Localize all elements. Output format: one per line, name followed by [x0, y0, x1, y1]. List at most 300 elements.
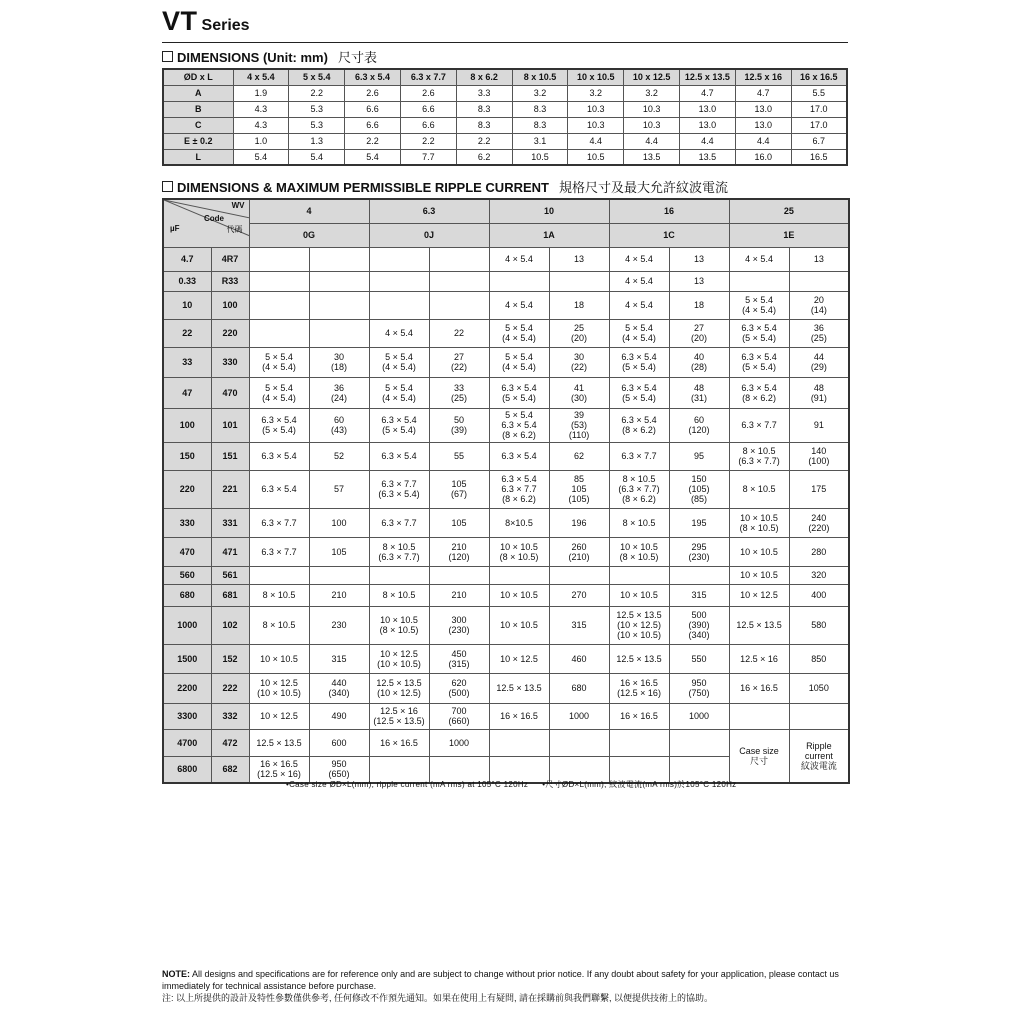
- ripple-current-cell: 50 (39): [429, 408, 489, 442]
- dim-size-header: 8 x 6.2: [456, 69, 512, 85]
- case-size-cell: 10 × 10.5: [729, 566, 789, 584]
- ripple-current-cell: 196: [549, 508, 609, 537]
- dim-value-cell: 4.7: [680, 85, 736, 101]
- case-size-cell: 5 × 5.4 (4 × 5.4): [249, 377, 309, 408]
- dim-row-label: E ± 0.2: [163, 133, 233, 149]
- ripple-current-cell: [429, 247, 489, 271]
- case-size-cell: 10 × 10.5: [729, 537, 789, 566]
- dim-value-cell: 10.3: [568, 117, 624, 133]
- code-cell: 152: [211, 644, 249, 673]
- dim-value-cell: 2.2: [289, 85, 345, 101]
- ripple-current-cell: 33 (25): [429, 377, 489, 408]
- table-row: [163, 85, 847, 101]
- capacitance-cell: 560: [163, 566, 211, 584]
- series-title: [162, 6, 250, 37]
- code-cell: 681: [211, 584, 249, 606]
- dim-size-header: 10 x 12.5: [624, 69, 680, 85]
- ripple-current-cell: [549, 271, 609, 291]
- case-size-cell: 8 × 10.5: [369, 584, 429, 606]
- ripple-table: [162, 198, 850, 784]
- dim-value-cell: 3.2: [568, 85, 624, 101]
- dim-size-header: 6.3 x 7.7: [400, 69, 456, 85]
- case-size-cell: [609, 729, 669, 756]
- ripple-current-cell: [549, 566, 609, 584]
- legend-ripple-current: Ripple current 紋波電流: [789, 729, 849, 783]
- ripple-current-cell: 13: [669, 271, 729, 291]
- dim-value-cell: 1.9: [233, 85, 289, 101]
- footnote-zh: •尺寸ØD×L(mm), 紋波電流(mA rms)於105°C 120Hz: [542, 780, 737, 789]
- ripple-current-cell: 18: [549, 291, 609, 319]
- ripple-current-cell: 950 (750): [669, 673, 729, 703]
- case-size-cell: 10 × 10.5 (8 × 10.5): [729, 508, 789, 537]
- dim-value-cell: 5.4: [289, 149, 345, 165]
- dim-value-cell: 5.5: [791, 85, 847, 101]
- table-row: [163, 606, 849, 644]
- case-size-cell: 4 × 5.4: [729, 247, 789, 271]
- capacitance-cell: 47: [163, 377, 211, 408]
- dim-value-cell: 3.3: [456, 85, 512, 101]
- wv-header: 4: [249, 199, 369, 223]
- dim-value-cell: 6.7: [791, 133, 847, 149]
- case-size-cell: 8 × 10.5: [249, 606, 309, 644]
- dim-value-cell: 1.0: [233, 133, 289, 149]
- case-size-cell: 6.3 × 5.4 6.3 × 7.7 (8 × 6.2): [489, 470, 549, 508]
- ripple-current-cell: [669, 566, 729, 584]
- dimensions-title: DIMENSIONS (Unit: mm): [177, 50, 328, 65]
- dim-value-cell: 16.0: [735, 149, 791, 165]
- dim-value-cell: 8.3: [512, 101, 568, 117]
- ripple-current-cell: 13: [549, 247, 609, 271]
- dim-value-cell: 2.2: [345, 133, 401, 149]
- ripple-current-cell: [309, 566, 369, 584]
- table-row: [163, 291, 849, 319]
- dimensions-heading: [162, 47, 377, 66]
- voltage-code-header: 1C: [609, 223, 729, 247]
- voltage-code-header: 1E: [729, 223, 849, 247]
- case-size-cell: 6.3 × 5.4 (5 × 5.4): [609, 347, 669, 377]
- ripple-title: DIMENSIONS & MAXIMUM PERMISSIBLE RIPPLE CURRENT: [177, 180, 549, 195]
- case-size-cell: [489, 566, 549, 584]
- capacitance-cell: 150: [163, 442, 211, 470]
- case-size-cell: [249, 566, 309, 584]
- case-size-cell: 5 × 5.4 (4 × 5.4): [489, 347, 549, 377]
- capacitance-cell: 330: [163, 508, 211, 537]
- case-size-cell: 16 × 16.5 (12.5 × 16): [249, 756, 309, 783]
- dim-value-cell: 3.1: [512, 133, 568, 149]
- dim-row-label: B: [163, 101, 233, 117]
- code-cell: 471: [211, 537, 249, 566]
- ripple-current-cell: 105: [429, 508, 489, 537]
- dim-value-cell: 4.7: [735, 85, 791, 101]
- case-size-cell: [489, 729, 549, 756]
- corner-uf-label: µF: [170, 224, 180, 233]
- case-size-cell: 5 × 5.4 (4 × 5.4): [609, 319, 669, 347]
- ripple-heading: [162, 177, 728, 196]
- ripple-current-cell: 850: [789, 644, 849, 673]
- capacitance-cell: 2200: [163, 673, 211, 703]
- dim-value-cell: 1.3: [289, 133, 345, 149]
- note-zh: 注: 以上所提供的設計及特性參數僅供參考, 任何修改不作預先通知。如果在使用上有疑問, 請在採購前與我們聯繫, 以便提供技術上的協助。: [162, 993, 714, 1003]
- dim-value-cell: 13.0: [680, 117, 736, 133]
- case-size-cell: 12.5 × 13.5: [729, 606, 789, 644]
- case-size-cell: 6.3 × 5.4 (5 × 5.4): [729, 347, 789, 377]
- case-size-cell: 6.3 × 7.7: [249, 537, 309, 566]
- dim-value-cell: 16.5: [791, 149, 847, 165]
- dim-value-cell: 5.3: [289, 117, 345, 133]
- ripple-current-cell: 1000: [429, 729, 489, 756]
- table-row: [163, 101, 847, 117]
- voltage-code-header: 0J: [369, 223, 489, 247]
- table-row: [163, 149, 847, 165]
- ripple-current-cell: 60 (43): [309, 408, 369, 442]
- code-cell: 4R7: [211, 247, 249, 271]
- dim-value-cell: 13.0: [680, 101, 736, 117]
- dim-value-cell: 2.6: [345, 85, 401, 101]
- case-size-cell: 8 × 10.5: [729, 470, 789, 508]
- checkbox-square-icon: [162, 181, 173, 192]
- case-size-cell: 10 × 10.5 (8 × 10.5): [609, 537, 669, 566]
- case-size-cell: 6.3 × 5.4 (5 × 5.4): [609, 377, 669, 408]
- ripple-current-cell: 300 (230): [429, 606, 489, 644]
- ripple-current-cell: 62: [549, 442, 609, 470]
- ripple-current-cell: 30 (18): [309, 347, 369, 377]
- case-size-cell: [249, 247, 309, 271]
- capacitance-cell: 3300: [163, 703, 211, 729]
- ripple-current-cell: 260 (210): [549, 537, 609, 566]
- dim-size-header: 12.5 x 16: [735, 69, 791, 85]
- dim-value-cell: 17.0: [791, 101, 847, 117]
- ripple-current-cell: 315: [549, 606, 609, 644]
- dim-value-cell: 3.2: [624, 85, 680, 101]
- case-size-cell: 10 × 12.5: [249, 703, 309, 729]
- case-size-cell: 6.3 × 5.4: [489, 442, 549, 470]
- ripple-current-cell: 27 (22): [429, 347, 489, 377]
- wv-header: 10: [489, 199, 609, 223]
- ripple-current-cell: [429, 291, 489, 319]
- ripple-current-cell: 195: [669, 508, 729, 537]
- case-size-cell: 6.3 × 5.4 (8 × 6.2): [729, 377, 789, 408]
- ripple-current-cell: 1000: [549, 703, 609, 729]
- dim-value-cell: 8.3: [512, 117, 568, 133]
- ripple-current-cell: 40 (28): [669, 347, 729, 377]
- series-name: VT: [162, 6, 198, 36]
- dimensions-title-zh: 尺寸表: [337, 50, 377, 65]
- ripple-current-cell: 210: [429, 584, 489, 606]
- table-row: [163, 508, 849, 537]
- ripple-current-cell: 460: [549, 644, 609, 673]
- footnote: [286, 779, 750, 790]
- dim-value-cell: 10.3: [624, 101, 680, 117]
- case-size-cell: 4 × 5.4: [489, 291, 549, 319]
- voltage-code-header: 1A: [489, 223, 609, 247]
- ripple-current-cell: 27 (20): [669, 319, 729, 347]
- dim-value-cell: 6.6: [345, 101, 401, 117]
- dim-size-header: 6.3 x 5.4: [345, 69, 401, 85]
- dim-value-cell: 13.0: [735, 117, 791, 133]
- ripple-current-cell: 295 (230): [669, 537, 729, 566]
- disclaimer-note: [162, 968, 852, 1004]
- code-cell: 102: [211, 606, 249, 644]
- capacitance-cell: 4700: [163, 729, 211, 756]
- case-size-cell: 6.3 × 5.4 (5 × 5.4): [369, 408, 429, 442]
- ripple-current-cell: 270: [549, 584, 609, 606]
- case-size-cell: 12.5 × 13.5 (10 × 12.5): [369, 673, 429, 703]
- case-size-cell: 6.3 × 5.4: [249, 442, 309, 470]
- code-cell: 682: [211, 756, 249, 783]
- ripple-current-cell: 700 (660): [429, 703, 489, 729]
- ripple-current-cell: 13: [669, 247, 729, 271]
- legend-case-size: Case size 尺寸: [729, 729, 789, 783]
- dim-value-cell: 10.3: [568, 101, 624, 117]
- dim-value-cell: 4.4: [624, 133, 680, 149]
- case-size-cell: 10 × 12.5: [489, 644, 549, 673]
- case-size-cell: 16 × 16.5: [609, 703, 669, 729]
- ripple-current-cell: 1000: [669, 703, 729, 729]
- case-size-cell: 10 × 10.5: [249, 644, 309, 673]
- case-size-cell: [369, 291, 429, 319]
- case-size-cell: [729, 271, 789, 291]
- case-size-cell: 4 × 5.4: [609, 271, 669, 291]
- code-cell: 472: [211, 729, 249, 756]
- ripple-current-cell: 18: [669, 291, 729, 319]
- capacitance-cell: 680: [163, 584, 211, 606]
- dim-value-cell: 3.2: [512, 85, 568, 101]
- case-size-cell: [369, 247, 429, 271]
- ripple-current-cell: 550: [669, 644, 729, 673]
- case-size-cell: 6.3 × 5.4 (5 × 5.4): [249, 408, 309, 442]
- dim-col-header: ØD x L: [163, 69, 233, 85]
- code-cell: 331: [211, 508, 249, 537]
- dim-value-cell: 7.7: [400, 149, 456, 165]
- dim-size-header: 10 x 10.5: [568, 69, 624, 85]
- case-size-cell: 5 × 5.4 (4 × 5.4): [489, 319, 549, 347]
- dim-value-cell: 8.3: [456, 101, 512, 117]
- case-size-cell: 4 × 5.4: [609, 247, 669, 271]
- note-en: All designs and specifications are for reference only and are subject to change without prior notice. If any doubt about safety for your application, please contact us immediately for technical assistance before purchase.: [162, 969, 839, 991]
- ripple-current-cell: 36 (25): [789, 319, 849, 347]
- table-row: [163, 644, 849, 673]
- dim-value-cell: 13.0: [735, 101, 791, 117]
- capacitance-cell: 0.33: [163, 271, 211, 291]
- case-size-cell: 4 × 5.4: [609, 291, 669, 319]
- case-size-cell: 5 × 5.4 (4 × 5.4): [369, 377, 429, 408]
- case-size-cell: 16 × 16.5: [369, 729, 429, 756]
- dim-value-cell: 6.6: [345, 117, 401, 133]
- case-size-cell: 6.3 × 5.4 (8 × 6.2): [609, 408, 669, 442]
- ripple-current-cell: [429, 271, 489, 291]
- dim-value-cell: 6.6: [400, 117, 456, 133]
- ripple-current-cell: 95: [669, 442, 729, 470]
- footnote-en: •Case size ØD×L(mm), ripple current (mA rms) at 105°C 120Hz: [286, 780, 529, 789]
- ripple-current-cell: 57: [309, 470, 369, 508]
- dim-value-cell: 5.4: [233, 149, 289, 165]
- table-row: [163, 537, 849, 566]
- dim-value-cell: 2.2: [456, 133, 512, 149]
- case-size-cell: 12.5 × 13.5: [249, 729, 309, 756]
- ripple-current-cell: 280: [789, 537, 849, 566]
- case-size-cell: 6.3 × 7.7: [369, 508, 429, 537]
- ripple-current-cell: 39 (53) (110): [549, 408, 609, 442]
- ripple-current-cell: [309, 247, 369, 271]
- table-row: [163, 442, 849, 470]
- ripple-current-cell: [789, 703, 849, 729]
- ripple-current-cell: 320: [789, 566, 849, 584]
- case-size-cell: 8 × 10.5 (6.3 × 7.7) (8 × 6.2): [609, 470, 669, 508]
- capacitance-cell: 10: [163, 291, 211, 319]
- ripple-current-cell: 13: [789, 247, 849, 271]
- case-size-cell: [249, 271, 309, 291]
- case-size-cell: 10 × 10.5 (8 × 10.5): [369, 606, 429, 644]
- code-cell: 220: [211, 319, 249, 347]
- ripple-current-cell: 85 105 (105): [549, 470, 609, 508]
- ripple-current-cell: 580: [789, 606, 849, 644]
- case-size-cell: 6.3 × 5.4: [249, 470, 309, 508]
- case-size-cell: 8 × 10.5: [609, 508, 669, 537]
- case-size-cell: 4 × 5.4: [369, 319, 429, 347]
- ripple-current-cell: [669, 729, 729, 756]
- case-size-cell: 16 × 16.5 (12.5 × 16): [609, 673, 669, 703]
- dim-size-header: 8 x 10.5: [512, 69, 568, 85]
- table-row: [163, 703, 849, 729]
- case-size-cell: 6.3 × 7.7: [249, 508, 309, 537]
- case-size-cell: 10 × 10.5 (8 × 10.5): [489, 537, 549, 566]
- case-size-cell: [729, 703, 789, 729]
- case-size-cell: [609, 566, 669, 584]
- ripple-current-cell: 55: [429, 442, 489, 470]
- dim-size-header: 5 x 5.4: [289, 69, 345, 85]
- case-size-cell: [369, 271, 429, 291]
- case-size-cell: 6.3 × 5.4 (5 × 5.4): [729, 319, 789, 347]
- ripple-current-cell: 25 (20): [549, 319, 609, 347]
- dim-value-cell: 4.4: [568, 133, 624, 149]
- dim-row-label: L: [163, 149, 233, 165]
- ripple-current-cell: 600: [309, 729, 369, 756]
- corner-code-label: Code: [204, 214, 224, 223]
- dim-value-cell: 17.0: [791, 117, 847, 133]
- dim-value-cell: 6.6: [400, 101, 456, 117]
- title-divider: [162, 42, 848, 43]
- ripple-current-cell: 30 (22): [549, 347, 609, 377]
- dim-size-header: 4 x 5.4: [233, 69, 289, 85]
- ripple-current-cell: 315: [309, 644, 369, 673]
- case-size-cell: [369, 566, 429, 584]
- corner-code-zh-label: 代碼: [226, 225, 243, 234]
- ripple-current-cell: 150 (105) (85): [669, 470, 729, 508]
- dim-value-cell: 6.2: [456, 149, 512, 165]
- capacitance-cell: 33: [163, 347, 211, 377]
- ripple-current-cell: 490: [309, 703, 369, 729]
- case-size-cell: 6.3 × 7.7 (6.3 × 5.4): [369, 470, 429, 508]
- ripple-current-cell: 1050: [789, 673, 849, 703]
- case-size-cell: 8×10.5: [489, 508, 549, 537]
- code-cell: R33: [211, 271, 249, 291]
- case-size-cell: 10 × 12.5 (10 × 10.5): [369, 644, 429, 673]
- dim-size-header: 16 x 16.5: [791, 69, 847, 85]
- dim-size-header: 12.5 x 13.5: [680, 69, 736, 85]
- capacitance-cell: 220: [163, 470, 211, 508]
- ripple-current-cell: 240 (220): [789, 508, 849, 537]
- code-cell: 222: [211, 673, 249, 703]
- capacitance-cell: 470: [163, 537, 211, 566]
- case-size-cell: 10 × 12.5 (10 × 10.5): [249, 673, 309, 703]
- table-row: [163, 133, 847, 149]
- series-suffix: Series: [201, 17, 250, 34]
- table-row: [163, 584, 849, 606]
- table-row: [163, 729, 849, 756]
- ripple-current-cell: 60 (120): [669, 408, 729, 442]
- case-size-cell: 10 × 10.5: [489, 606, 549, 644]
- ripple-current-cell: 680: [549, 673, 609, 703]
- table-row: [163, 673, 849, 703]
- wv-header: 16: [609, 199, 729, 223]
- ripple-title-zh: 規格尺寸及最大允許紋波電流: [558, 180, 728, 195]
- code-cell: 151: [211, 442, 249, 470]
- ripple-current-cell: 105: [309, 537, 369, 566]
- case-size-cell: 6.3 × 5.4: [369, 442, 429, 470]
- table-row: [163, 247, 849, 271]
- case-size-cell: [489, 271, 549, 291]
- ripple-current-cell: 620 (500): [429, 673, 489, 703]
- case-size-cell: 16 × 16.5: [729, 673, 789, 703]
- code-cell: 101: [211, 408, 249, 442]
- ripple-current-cell: 140 (100): [789, 442, 849, 470]
- code-cell: 470: [211, 377, 249, 408]
- dim-value-cell: 4.3: [233, 117, 289, 133]
- ripple-current-cell: 48 (31): [669, 377, 729, 408]
- capacitance-cell: 22: [163, 319, 211, 347]
- capacitance-cell: 100: [163, 408, 211, 442]
- ripple-current-cell: [309, 291, 369, 319]
- case-size-cell: 5 × 5.4 6.3 × 5.4 (8 × 6.2): [489, 408, 549, 442]
- case-size-cell: 6.3 × 7.7: [729, 408, 789, 442]
- case-size-cell: 12.5 × 16: [729, 644, 789, 673]
- case-size-cell: 10 × 12.5: [729, 584, 789, 606]
- ripple-current-cell: 315: [669, 584, 729, 606]
- ripple-current-cell: [309, 319, 369, 347]
- ripple-current-cell: 36 (24): [309, 377, 369, 408]
- table-corner-header: [163, 199, 249, 247]
- dim-value-cell: 10.3: [624, 117, 680, 133]
- dim-value-cell: 10.5: [512, 149, 568, 165]
- dim-value-cell: 13.5: [680, 149, 736, 165]
- dim-value-cell: 5.4: [345, 149, 401, 165]
- table-row: [163, 319, 849, 347]
- corner-wv-label: WV: [231, 201, 245, 210]
- case-size-cell: 8 × 10.5 (6.3 × 7.7): [729, 442, 789, 470]
- ripple-current-cell: 450 (315): [429, 644, 489, 673]
- ripple-current-cell: 44 (29): [789, 347, 849, 377]
- table-row: [163, 408, 849, 442]
- case-size-cell: 5 × 5.4 (4 × 5.4): [249, 347, 309, 377]
- case-size-cell: 12.5 × 13.5: [609, 644, 669, 673]
- table-row: [163, 470, 849, 508]
- table-row: [163, 377, 849, 408]
- ripple-current-cell: [789, 271, 849, 291]
- ripple-current-cell: 440 (340): [309, 673, 369, 703]
- ripple-current-cell: [429, 566, 489, 584]
- case-size-cell: 6.3 × 5.4 (5 × 5.4): [489, 377, 549, 408]
- dim-value-cell: 4.4: [735, 133, 791, 149]
- case-size-cell: 8 × 10.5: [249, 584, 309, 606]
- table-row: [163, 117, 847, 133]
- dim-row-label: A: [163, 85, 233, 101]
- ripple-current-cell: [309, 271, 369, 291]
- code-cell: 561: [211, 566, 249, 584]
- code-cell: 100: [211, 291, 249, 319]
- dim-value-cell: 10.5: [568, 149, 624, 165]
- wv-header: 6.3: [369, 199, 489, 223]
- case-size-cell: 4 × 5.4: [489, 247, 549, 271]
